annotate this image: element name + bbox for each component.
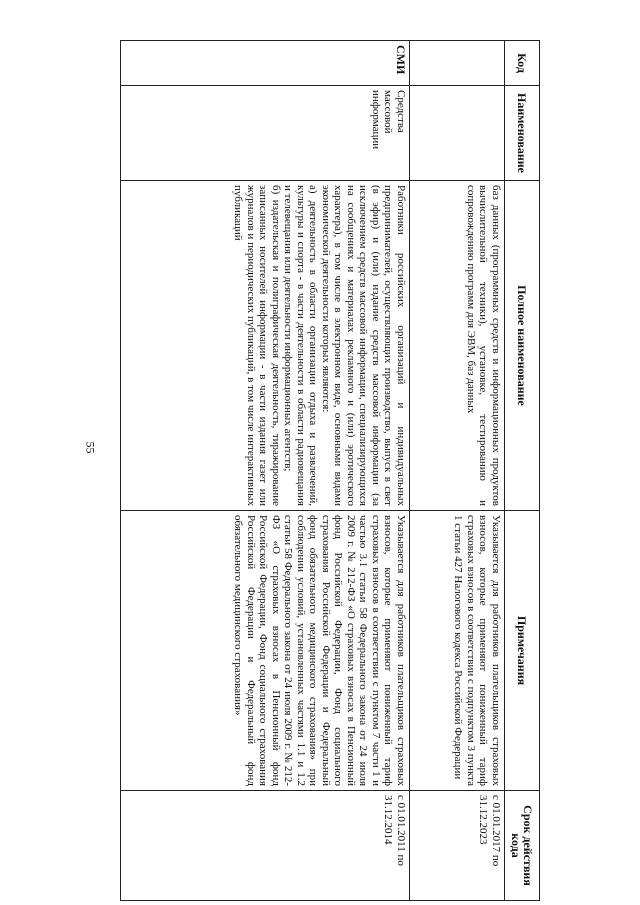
header-notes: Примечания [505,511,540,791]
cell-code: СМИ [121,41,410,86]
cell-full-name: баз данных (программных средств и информационных продуктов вычислительной техники), установке, тестированию и сопровождению программ для ЭВМ, баз данных [410,181,505,511]
full-name-item-b: б) издательская и полиграфическая деятельность, тиражирование записанных носителей информации - в части издания газет или журналов и периодических публикаций, в том числе интерактивных публикаций [232,185,282,506]
cell-full-name [121,181,410,511]
full-name-item-a: а) деятельность в области организации отдыха и развлечений, культуры и спорта - в части деятельности в области радиовещания и телевещания или деятельности информационных агентств; [282,185,320,506]
table-header-row [505,41,540,901]
page-number: 55 [83,441,98,454]
cell-name: Средства массовой информации [121,86,410,181]
header-name: Наименование [505,86,540,181]
cell-validity: с 01.01.2011 по 31.12.2014 [121,791,410,901]
header-validity: Срок действия кода [505,791,540,901]
cell-notes: Указывается для работников плательщиков страховых взносов, которые применяют пониженный тариф страховых взносов в соответствии с пунктом 7 части 1 и частью 3.1 статьи 58 Федерального закона от 24 июля 2009 г. № 212-ФЗ «О страховых взносах в Пенсионный фонд Российской Федерации, Фонд социального страхования Российской Федерации и Федеральный фонд обязательного медицинского страхования» при соблюдении условий, установленных частями 1.1 и 1.2 статьи 58 Федерального закона от 24 июля 2009 г. № 212-ФЗ «О страховых взносах в Пенсионный фонд Российской Федерации, Фонд социального страхования Российской Федерации и Федеральный фонд обязательного медицинского страхования» [121,511,410,791]
full-name-intro: Работники российских организаций и индивидуальных предпринимателей, осуществляющих производство, выпуск в свет (в эфир) и (или) издание средств массовой информации (за исключением средств массовой информации, специализирующихся на сообщениях и материалах рекламного и (или) эротического характера), в том числе в электронном виде, основными видами экономической деятельности которых являются: [320,185,407,506]
cell-name [410,86,505,181]
table-row [410,41,505,901]
cell-notes: Указывается для работников плательщиков страховых взносов, которые применяют пониженный тариф страховых взносов в соответствии с подпунктом 3 пункта 1 статьи 427 Налогового кодекса Российской Федерации [410,511,505,791]
rotated-table-container [120,40,540,900]
table-row [121,41,410,901]
cell-code [410,41,505,86]
header-code: Код [505,41,540,86]
cell-validity: с 01.01.2017 по 31.12.2023 [410,791,505,901]
header-full-name: Полное наименование [505,181,540,511]
codes-table [120,40,540,901]
